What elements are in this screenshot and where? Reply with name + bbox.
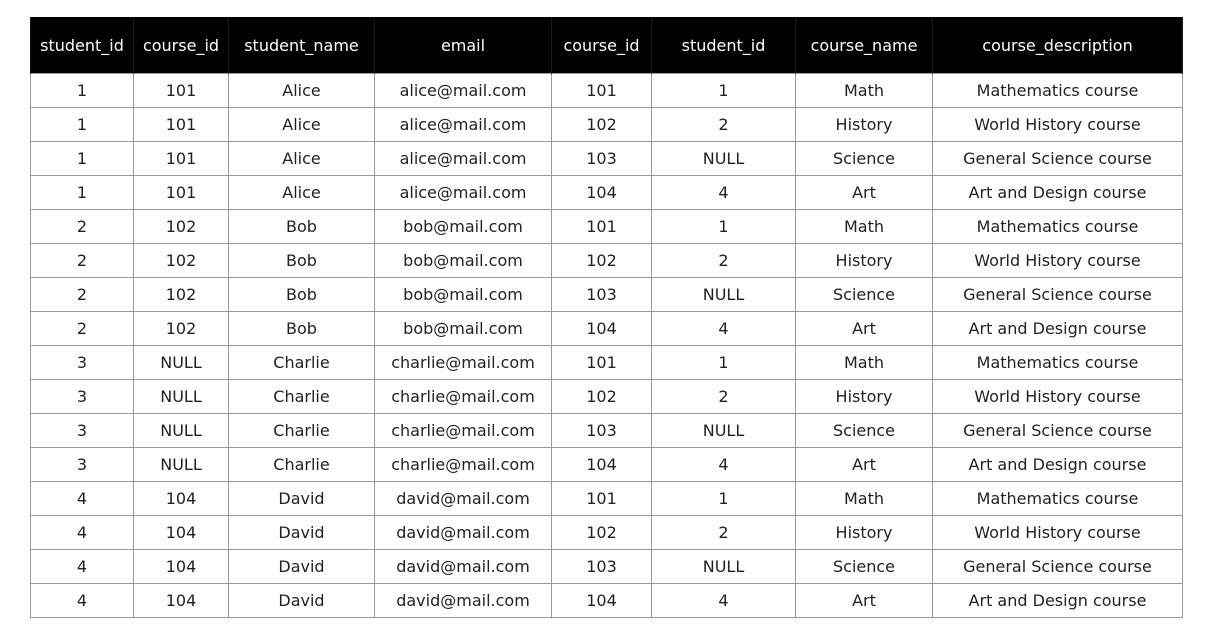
cell-course-description: World History course <box>933 108 1183 142</box>
cell-course-name: Science <box>796 278 933 312</box>
cell-course-name: Art <box>796 448 933 482</box>
cell-student-id: 2 <box>31 312 134 346</box>
cell-course-id: 102 <box>134 210 229 244</box>
cell-student-id: 1 <box>31 142 134 176</box>
table-row <box>31 312 1183 346</box>
cell-email: bob@mail.com <box>375 210 552 244</box>
cell-course-name: History <box>796 108 933 142</box>
table-row <box>31 74 1183 108</box>
cell-student-id: 2 <box>31 278 134 312</box>
cell-student-id-2: 1 <box>652 74 796 108</box>
cell-course-id: 104 <box>134 550 229 584</box>
cell-student-id-2: 4 <box>652 584 796 618</box>
cell-email: bob@mail.com <box>375 244 552 278</box>
cell-student-id-2: NULL <box>652 278 796 312</box>
cell-course-id-2: 103 <box>552 414 652 448</box>
cell-student-name: Charlie <box>229 380 375 414</box>
cell-course-id: 102 <box>134 278 229 312</box>
cell-course-description: General Science course <box>933 414 1183 448</box>
cell-student-name: Bob <box>229 278 375 312</box>
cell-student-id: 4 <box>31 482 134 516</box>
cell-student-id: 2 <box>31 244 134 278</box>
cell-student-id-2: NULL <box>652 550 796 584</box>
cell-course-name: Math <box>796 482 933 516</box>
cell-course-id-2: 104 <box>552 176 652 210</box>
table-row <box>31 448 1183 482</box>
header-row <box>31 17 1183 74</box>
table-row <box>31 516 1183 550</box>
cell-course-id: 101 <box>134 142 229 176</box>
cell-course-id: 104 <box>134 516 229 550</box>
cell-student-name: David <box>229 482 375 516</box>
cell-student-id-2: 1 <box>652 482 796 516</box>
header-course-id: course_id <box>134 17 229 74</box>
cell-course-id: 101 <box>134 74 229 108</box>
table-row <box>31 244 1183 278</box>
header-student-id: student_id <box>31 17 134 74</box>
cell-student-id-2: 2 <box>652 380 796 414</box>
cell-email: alice@mail.com <box>375 142 552 176</box>
cell-course-id-2: 102 <box>552 244 652 278</box>
cell-email: alice@mail.com <box>375 108 552 142</box>
cell-student-id: 1 <box>31 176 134 210</box>
table-row <box>31 380 1183 414</box>
header-email: email <box>375 17 552 74</box>
cell-email: david@mail.com <box>375 550 552 584</box>
cell-student-name: Bob <box>229 210 375 244</box>
cell-student-name: Alice <box>229 74 375 108</box>
cell-course-name: History <box>796 380 933 414</box>
cell-student-name: Alice <box>229 108 375 142</box>
cell-course-id: NULL <box>134 414 229 448</box>
table-row <box>31 346 1183 380</box>
cell-course-name: History <box>796 516 933 550</box>
cell-course-id: 101 <box>134 176 229 210</box>
cell-course-description: Mathematics course <box>933 346 1183 380</box>
table-row <box>31 482 1183 516</box>
table-row <box>31 278 1183 312</box>
cell-course-id-2: 103 <box>552 142 652 176</box>
cell-student-id: 1 <box>31 74 134 108</box>
cell-course-id-2: 101 <box>552 74 652 108</box>
cell-student-id-2: 4 <box>652 448 796 482</box>
cell-course-name: Math <box>796 346 933 380</box>
cell-course-id-2: 102 <box>552 380 652 414</box>
cell-student-name: David <box>229 516 375 550</box>
join-result-table <box>30 17 1183 618</box>
cell-course-description: World History course <box>933 516 1183 550</box>
cell-course-id-2: 101 <box>552 346 652 380</box>
cell-course-id-2: 104 <box>552 448 652 482</box>
cell-course-name: Science <box>796 550 933 584</box>
cell-student-name: Charlie <box>229 346 375 380</box>
cell-student-name: Alice <box>229 142 375 176</box>
cell-student-name: Charlie <box>229 448 375 482</box>
cell-course-id-2: 101 <box>552 210 652 244</box>
cell-course-name: Science <box>796 142 933 176</box>
cell-course-id: 104 <box>134 482 229 516</box>
join-result-table-container <box>30 17 1182 618</box>
cell-course-id-2: 104 <box>552 584 652 618</box>
cell-course-name: History <box>796 244 933 278</box>
cell-course-name: Science <box>796 414 933 448</box>
table-row <box>31 176 1183 210</box>
cell-student-id: 3 <box>31 380 134 414</box>
cell-student-id: 4 <box>31 516 134 550</box>
cell-course-description: Art and Design course <box>933 448 1183 482</box>
cell-course-name: Art <box>796 584 933 618</box>
cell-course-description: Mathematics course <box>933 210 1183 244</box>
cell-student-id-2: 2 <box>652 244 796 278</box>
cell-course-id-2: 101 <box>552 482 652 516</box>
cell-email: charlie@mail.com <box>375 448 552 482</box>
cell-course-description: Mathematics course <box>933 74 1183 108</box>
cell-course-name: Art <box>796 176 933 210</box>
cell-email: david@mail.com <box>375 482 552 516</box>
cell-course-id-2: 102 <box>552 108 652 142</box>
cell-course-description: Art and Design course <box>933 312 1183 346</box>
cell-student-name: Bob <box>229 312 375 346</box>
cell-course-description: Mathematics course <box>933 482 1183 516</box>
table-row <box>31 108 1183 142</box>
header-course-id-2: course_id <box>552 17 652 74</box>
cell-course-description: Art and Design course <box>933 176 1183 210</box>
cell-course-id: 102 <box>134 312 229 346</box>
cell-student-id-2: 4 <box>652 176 796 210</box>
cell-student-id: 2 <box>31 210 134 244</box>
cell-email: david@mail.com <box>375 516 552 550</box>
cell-email: alice@mail.com <box>375 176 552 210</box>
cell-email: bob@mail.com <box>375 312 552 346</box>
cell-course-name: Art <box>796 312 933 346</box>
cell-course-description: Art and Design course <box>933 584 1183 618</box>
cell-student-id: 3 <box>31 414 134 448</box>
cell-student-id-2: 1 <box>652 210 796 244</box>
cell-course-id-2: 102 <box>552 516 652 550</box>
cell-email: alice@mail.com <box>375 74 552 108</box>
cell-student-name: David <box>229 584 375 618</box>
cell-student-id-2: 2 <box>652 516 796 550</box>
cell-course-name: Math <box>796 210 933 244</box>
cell-course-description: General Science course <box>933 142 1183 176</box>
cell-email: charlie@mail.com <box>375 414 552 448</box>
cell-email: bob@mail.com <box>375 278 552 312</box>
cell-student-name: Alice <box>229 176 375 210</box>
cell-course-id: NULL <box>134 346 229 380</box>
cell-course-description: World History course <box>933 380 1183 414</box>
header-student-id-2: student_id <box>652 17 796 74</box>
cell-student-id-2: 1 <box>652 346 796 380</box>
table-header <box>31 17 1183 74</box>
cell-course-id-2: 103 <box>552 550 652 584</box>
cell-course-id: 102 <box>134 244 229 278</box>
cell-course-id-2: 104 <box>552 312 652 346</box>
cell-student-id-2: NULL <box>652 414 796 448</box>
cell-course-id: 104 <box>134 584 229 618</box>
table-row <box>31 550 1183 584</box>
table-row <box>31 142 1183 176</box>
table-row <box>31 210 1183 244</box>
header-course-name: course_name <box>796 17 933 74</box>
cell-course-id-2: 103 <box>552 278 652 312</box>
cell-course-description: World History course <box>933 244 1183 278</box>
table-row <box>31 584 1183 618</box>
cell-student-name: Bob <box>229 244 375 278</box>
cell-student-id: 4 <box>31 550 134 584</box>
cell-course-id: NULL <box>134 380 229 414</box>
cell-course-id: 101 <box>134 108 229 142</box>
cell-student-id: 3 <box>31 346 134 380</box>
header-student-name: student_name <box>229 17 375 74</box>
cell-course-id: NULL <box>134 448 229 482</box>
cell-course-description: General Science course <box>933 550 1183 584</box>
cell-student-id-2: 2 <box>652 108 796 142</box>
cell-course-name: Math <box>796 74 933 108</box>
cell-student-id-2: 4 <box>652 312 796 346</box>
cell-student-name: Charlie <box>229 414 375 448</box>
cell-student-id-2: NULL <box>652 142 796 176</box>
table-body <box>31 74 1183 618</box>
cell-student-id: 4 <box>31 584 134 618</box>
cell-course-description: General Science course <box>933 278 1183 312</box>
cell-email: charlie@mail.com <box>375 346 552 380</box>
table-row <box>31 414 1183 448</box>
cell-student-id: 1 <box>31 108 134 142</box>
cell-student-id: 3 <box>31 448 134 482</box>
cell-student-name: David <box>229 550 375 584</box>
cell-email: charlie@mail.com <box>375 380 552 414</box>
header-course-description: course_description <box>933 17 1183 74</box>
cell-email: david@mail.com <box>375 584 552 618</box>
